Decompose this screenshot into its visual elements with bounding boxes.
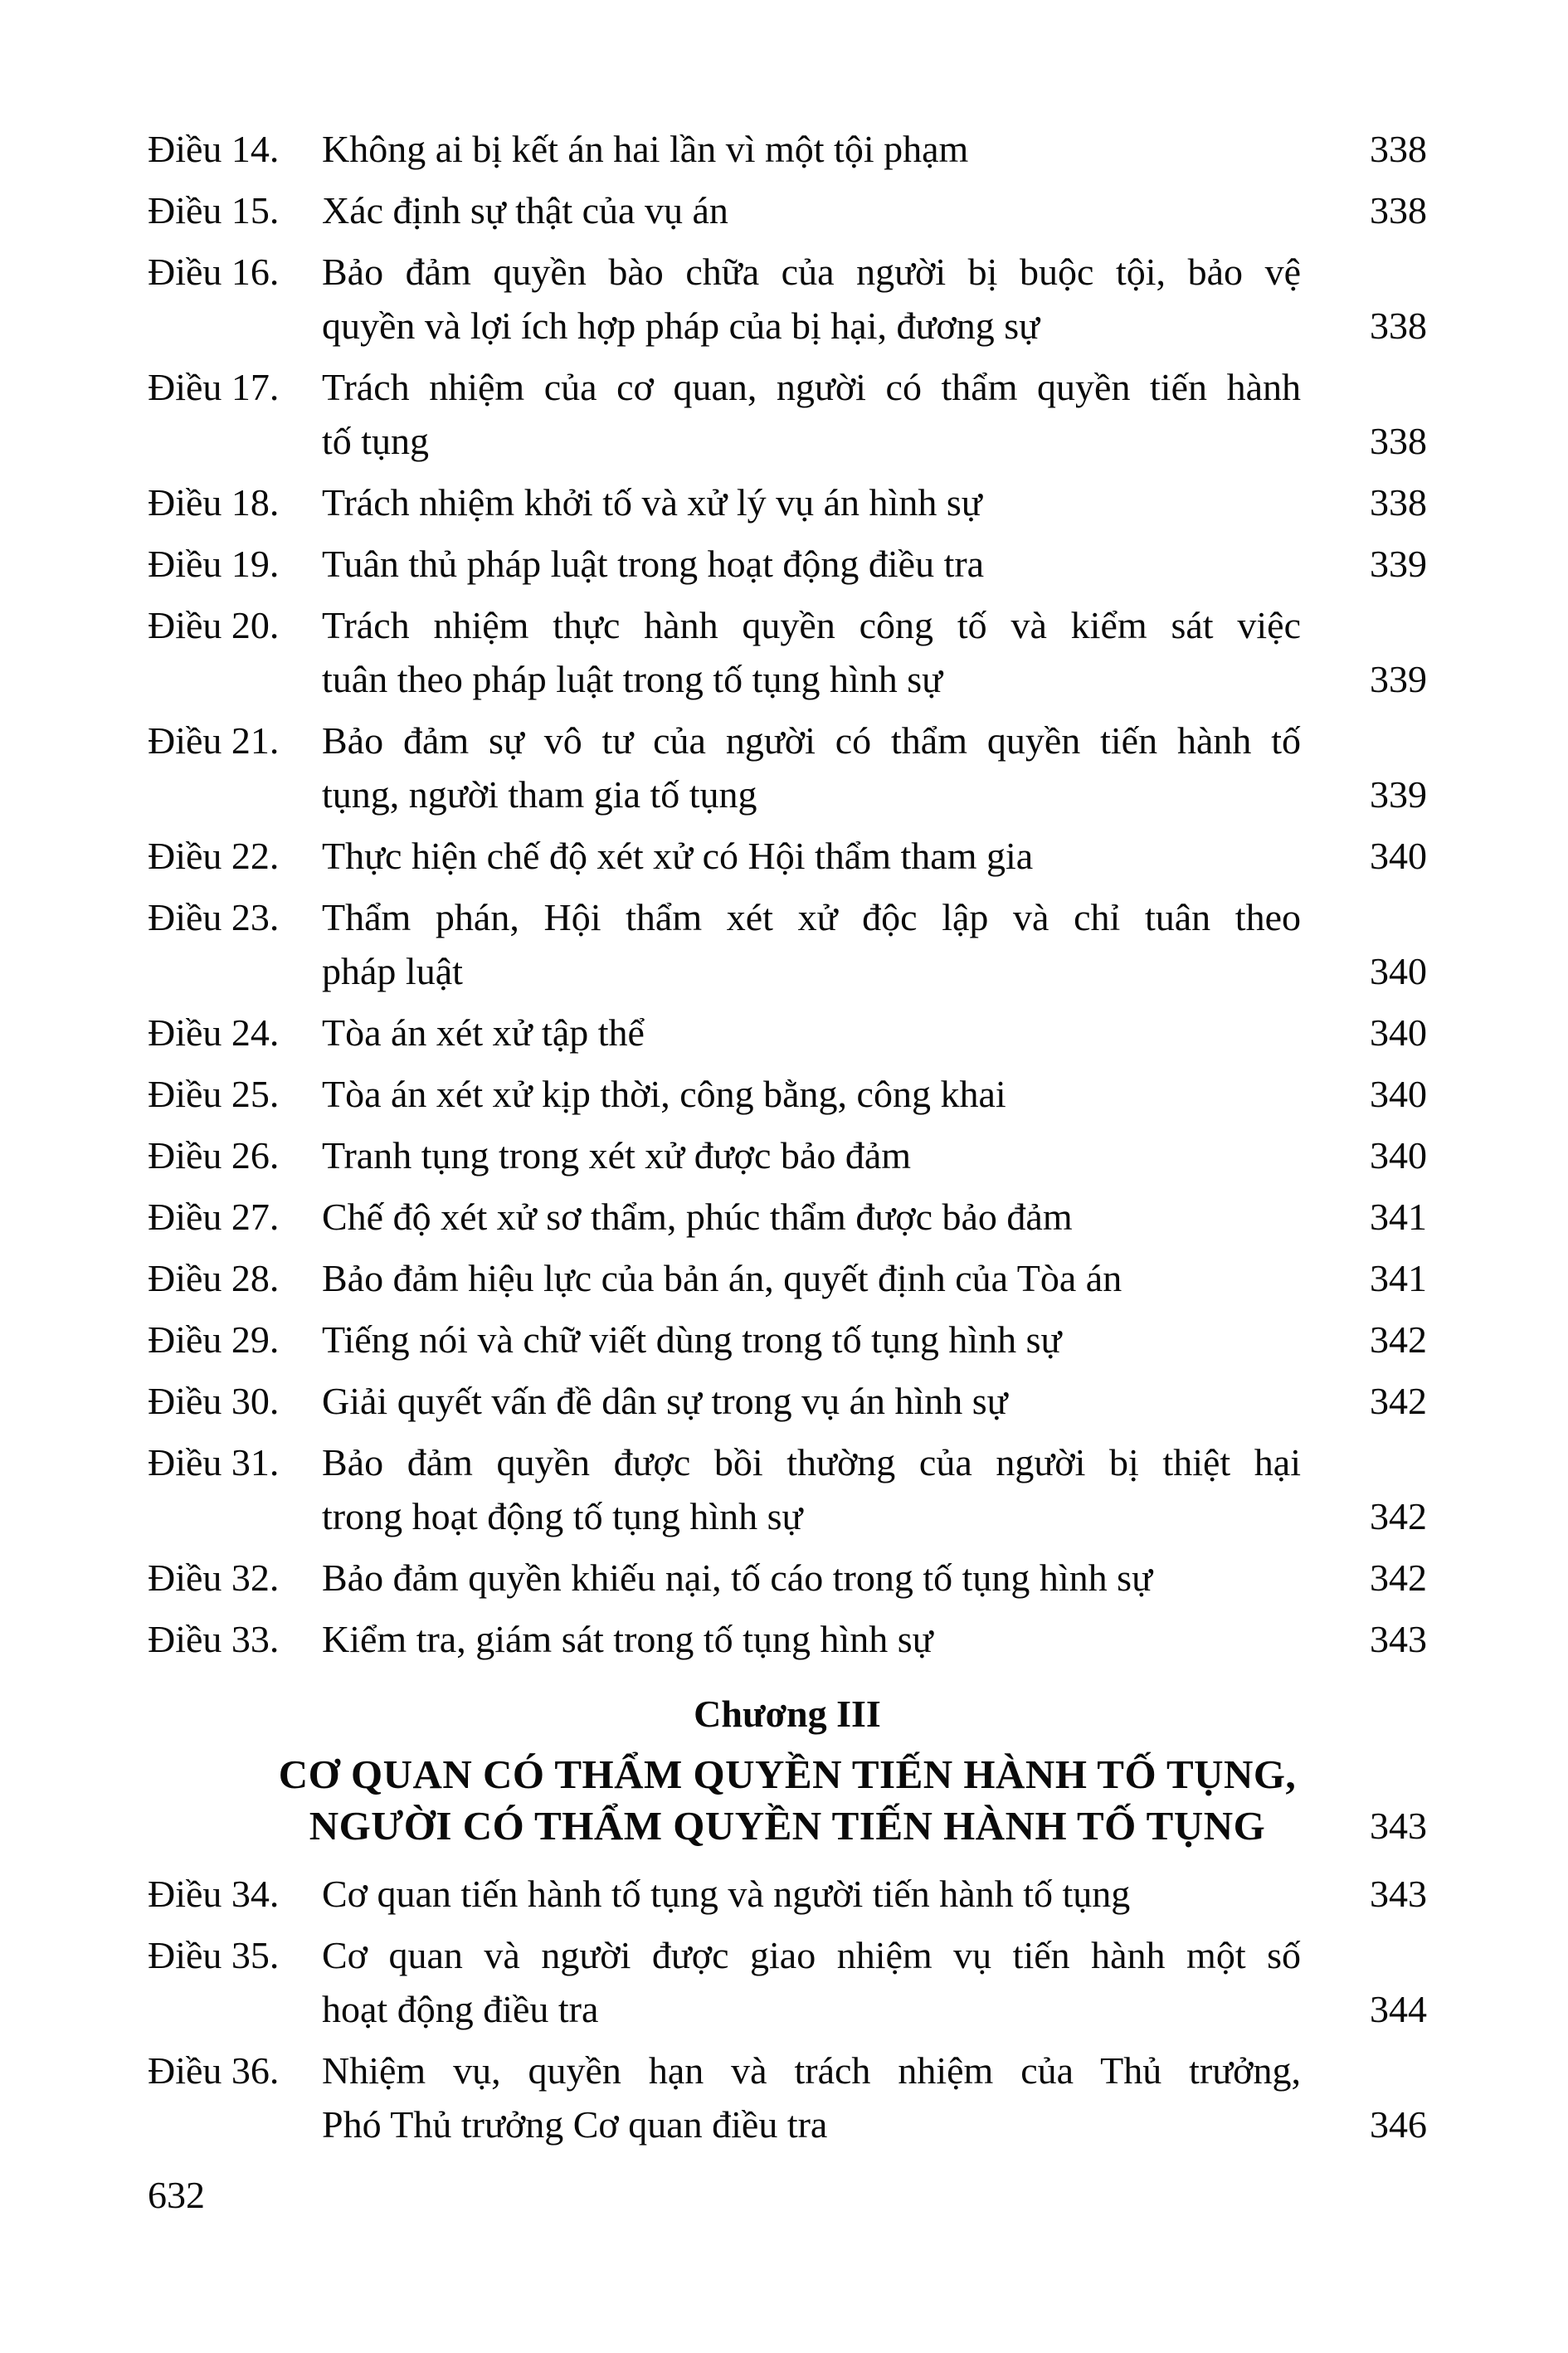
toc-entry-label: Điều 19. (148, 543, 280, 585)
toc-entry (148, 829, 1427, 883)
toc-entry-page-number: 340 (1370, 835, 1427, 877)
toc-entry-page-number: 338 (1370, 481, 1427, 524)
toc-entry-page-number: 338 (1370, 304, 1427, 347)
toc-entry-label: Điều 20. (148, 604, 280, 646)
toc-entry (148, 1551, 1427, 1605)
toc-entry-title-line: Tiếng nói và chữ viết dùng trong tố tụng hình sự (322, 1318, 1062, 1361)
toc-entry-title-line: Giải quyết vấn đề dân sự trong vụ án hình sự (322, 1380, 1008, 1422)
toc-entry-label: Điều 21. (148, 719, 280, 762)
toc-entry-title (322, 475, 1301, 529)
toc-entry-label: Điều 24. (148, 1011, 280, 1054)
toc-entry-title-line: Nhiệm vụ, quyền hạn và trách nhiệm của Thủ trưởng, (322, 2049, 1301, 2092)
toc-entry-label: Điều 29. (148, 1318, 280, 1361)
toc-entry-title-line: Tranh tụng trong xét xử được bảo đảm (322, 1134, 912, 1176)
toc-entry-label: Điều 30. (148, 1380, 280, 1422)
toc-entry-title-line: tuân theo pháp luật trong tố tụng hình sự (322, 658, 943, 700)
toc-entry-title (322, 1612, 1301, 1666)
toc-entry-title-line: Trách nhiệm của cơ quan, người có thẩm quyền tiến hành (322, 366, 1301, 408)
toc-entry-title-line: trong hoạt động tố tụng hình sự (322, 1495, 803, 1537)
toc-entry-title (322, 1006, 1301, 1060)
toc-entry-page-number: 339 (1370, 658, 1427, 700)
toc-entry (148, 1067, 1427, 1121)
toc-entry-label: Điều 27. (148, 1196, 280, 1238)
toc-entry-page-number: 340 (1370, 1011, 1427, 1054)
toc-entry (148, 1251, 1427, 1305)
toc-entry-title-line: Tòa án xét xử tập thể (322, 1011, 645, 1054)
toc-entry (148, 1928, 1427, 2036)
toc-entry (148, 360, 1427, 468)
toc-entry (148, 183, 1427, 237)
toc-entry-title-line: hoạt động điều tra (322, 1988, 599, 2030)
toc-entry-title-line: Bảo đảm sự vô tư của người có thẩm quyền tiến hành tố (322, 719, 1301, 762)
toc-entry-label: Điều 31. (148, 1441, 280, 1483)
toc-entry-title (322, 1251, 1301, 1305)
toc-entry-page-number: 338 (1370, 189, 1427, 231)
toc-entry (148, 598, 1427, 706)
toc-entry-page-number: 341 (1370, 1196, 1427, 1238)
toc-entry-title (322, 1435, 1301, 1543)
toc-entry (148, 475, 1427, 529)
toc-entry (148, 537, 1427, 591)
toc-entry-title (322, 1128, 1301, 1182)
toc-entry (148, 1006, 1427, 1060)
toc-entry (148, 1612, 1427, 1666)
toc-entry-title-line: Bảo đảm quyền bào chữa của người bị buộc tội, bảo vệ (322, 251, 1301, 293)
toc-entry-title-line: quyền và lợi ích hợp pháp của bị hại, đương sự (322, 304, 1040, 347)
toc-entry-page-number: 342 (1370, 1318, 1427, 1361)
toc-entry-page-number: 342 (1370, 1556, 1427, 1599)
toc-entry-label: Điều 35. (148, 1934, 280, 1976)
toc-entry-label: Điều 23. (148, 896, 280, 938)
toc-entry-title (322, 1867, 1301, 1921)
toc-entry-page-number: 340 (1370, 1134, 1427, 1176)
chapter-title-line-1: CƠ QUAN CÓ THẨM QUYỀN TIẾN HÀNH TỐ TỤNG, (278, 1751, 1297, 1797)
toc-entry-label: Điều 14. (148, 128, 280, 170)
toc-entry (148, 714, 1427, 821)
chapter-kicker: Chương III (694, 1693, 881, 1735)
toc-entry (148, 245, 1427, 353)
toc-entry-title-line: Kiểm tra, giám sát trong tố tụng hình sự (322, 1618, 933, 1660)
toc-entry (148, 2044, 1427, 2151)
toc-entry-title-line: Trách nhiệm khởi tố và xử lý vụ án hình sự (322, 481, 982, 524)
toc-entry-title-line: Tòa án xét xử kịp thời, công bằng, công khai (322, 1073, 1006, 1115)
toc-entry-title-line: Không ai bị kết án hai lần vì một tội phạm (322, 128, 969, 170)
toc-entries-after-chapter (148, 1867, 1427, 2151)
toc-entry-title (322, 890, 1301, 998)
toc-entry-label: Điều 22. (148, 835, 280, 877)
table-of-contents (148, 122, 1427, 2222)
toc-entry-title (322, 1313, 1301, 1366)
toc-entry-title (322, 1928, 1301, 2036)
toc-entry-title-line: Thực hiện chế độ xét xử có Hội thẩm tham gia (322, 835, 1034, 877)
toc-entry-title (322, 360, 1301, 468)
toc-entry-title (322, 829, 1301, 883)
chapter-heading (148, 1679, 1427, 1852)
toc-entry-title-line: Xác định sự thật của vụ án (322, 189, 728, 231)
toc-entry-title (322, 1374, 1301, 1428)
toc-entry-label: Điều 16. (148, 251, 280, 293)
toc-entry-title-line: Phó Thủ trưởng Cơ quan điều tra (322, 2103, 828, 2146)
toc-entry-title-line: Thẩm phán, Hội thẩm xét xử độc lập và chỉ tuân theo (322, 896, 1301, 938)
toc-entry-title (322, 122, 1301, 176)
toc-entry-title-line: tố tụng (322, 420, 430, 462)
toc-entry-title-line: Cơ quan tiến hành tố tụng và người tiến hành tố tụng (322, 1873, 1131, 1915)
footer-page-number: 632 (148, 2174, 205, 2216)
toc-entry-title-line: Chế độ xét xử sơ thẩm, phúc thẩm được bảo đảm (322, 1196, 1073, 1238)
toc-entry-page-number: 338 (1370, 420, 1427, 462)
toc-entries-before-chapter (148, 122, 1427, 1666)
toc-entry-title (322, 1067, 1301, 1121)
toc-entry (148, 122, 1427, 176)
toc-entry-title-line: tụng, người tham gia tố tụng (322, 773, 757, 816)
toc-entry-title (322, 714, 1301, 821)
toc-entry-label: Điều 33. (148, 1618, 280, 1660)
toc-entry-page-number: 342 (1370, 1380, 1427, 1422)
toc-entry-label: Điều 28. (148, 1257, 280, 1299)
toc-entry-label: Điều 32. (148, 1556, 280, 1599)
toc-entry-label: Điều 18. (148, 481, 280, 524)
toc-entry (148, 1374, 1427, 1428)
toc-entry-title (322, 537, 1301, 591)
toc-entry (148, 1313, 1427, 1366)
toc-entry-title-line: Bảo đảm hiệu lực của bản án, quyết định của Tòa án (322, 1257, 1122, 1299)
toc-entry (148, 1190, 1427, 1244)
toc-entry-page-number: 340 (1370, 1073, 1427, 1115)
toc-entry-title (322, 598, 1301, 706)
toc-entry (148, 890, 1427, 998)
toc-entry-page-number: 343 (1370, 1618, 1427, 1660)
toc-entry (148, 1867, 1427, 1921)
chapter-page-number: 343 (1370, 1805, 1427, 1847)
toc-entry-page-number: 344 (1370, 1988, 1427, 2030)
toc-entry-title (322, 245, 1301, 353)
toc-entry-page-number: 338 (1370, 128, 1427, 170)
toc-entry-title-line: pháp luật (322, 950, 463, 992)
toc-entry-title (322, 1551, 1301, 1605)
toc-entry-title-line: Trách nhiệm thực hành quyền công tố và kiểm sát việc (322, 604, 1301, 646)
toc-entry-title (322, 2044, 1301, 2151)
toc-entry-label: Điều 34. (148, 1873, 280, 1915)
toc-entry-page-number: 339 (1370, 773, 1427, 816)
toc-entry-title-line: Tuân thủ pháp luật trong hoạt động điều tra (322, 543, 985, 585)
toc-entry-title (322, 183, 1301, 237)
toc-entry-title-line: Cơ quan và người được giao nhiệm vụ tiến hành một số (322, 1934, 1301, 1976)
toc-entry-label: Điều 26. (148, 1134, 280, 1176)
toc-entry-page-number: 346 (1370, 2103, 1427, 2146)
toc-entry-page-number: 343 (1370, 1873, 1427, 1915)
toc-entry-label: Điều 36. (148, 2049, 280, 2092)
toc-entry (148, 1435, 1427, 1543)
toc-entry-page-number: 340 (1370, 950, 1427, 992)
toc-entry-label: Điều 15. (148, 189, 280, 231)
toc-entry-page-number: 339 (1370, 543, 1427, 585)
toc-entry (148, 1128, 1427, 1182)
toc-entry-title-line: Bảo đảm quyền được bồi thường của người bị thiệt hại (322, 1441, 1301, 1483)
toc-entry-title (322, 1190, 1301, 1244)
toc-entry-label: Điều 25. (148, 1073, 280, 1115)
toc-entry-title-line: Bảo đảm quyền khiếu nại, tố cáo trong tố tụng hình sự (322, 1556, 1152, 1599)
toc-entry-label: Điều 17. (148, 366, 280, 408)
toc-entry-page-number: 342 (1370, 1495, 1427, 1537)
toc-entry-page-number: 341 (1370, 1257, 1427, 1299)
chapter-title-line-2: NGƯỜI CÓ THẨM QUYỀN TIẾN HÀNH TỐ TỤNG (309, 1803, 1266, 1849)
